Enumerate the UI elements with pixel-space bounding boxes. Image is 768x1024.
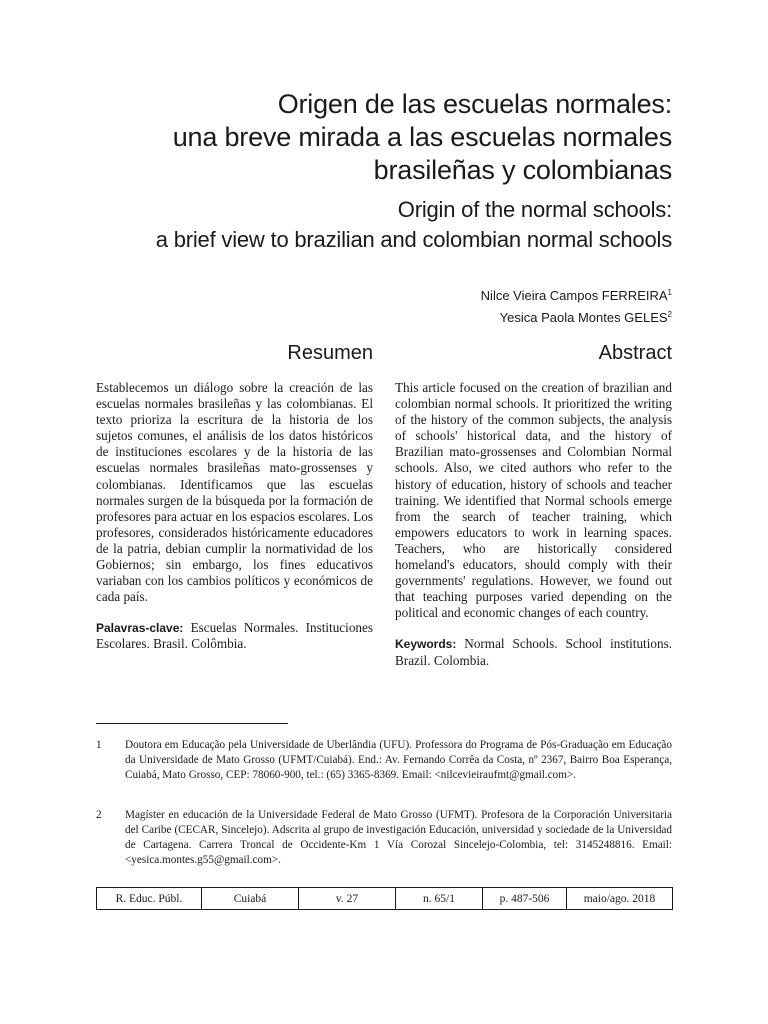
- abstract-keywords: [395, 636, 672, 668]
- resumen-keywords: [96, 620, 373, 652]
- citation-city: Cuiabá: [202, 888, 299, 910]
- title-block: [96, 88, 672, 255]
- abstract-heading: Abstract: [598, 342, 672, 364]
- citation-pages: p. 487-506: [483, 888, 567, 910]
- abstract-body: This article focused on the creation of brazilian and colombian normal schools. It prioritized the writing of the history of the common subjects, the analysis of schools' historical data, and the history of Brazilian mato-grossenses and Colombian Normal schools. Also, we cited authors who refer to the history of education, history of schools and teacher training. We identified that Normal schools emerge from the search of teacher training, which empowers educators to work in learning spaces. Teachers, who are historically considered homeland's educators, should comply with their governments' regulations. However, we found out that teaching purposes varied depending on the political and economic changes of each country.: [395, 380, 672, 621]
- abstract-column: [395, 340, 672, 669]
- title-line: Origin of the normal schools:: [397, 197, 672, 222]
- title-line: una breve mirada a las escuelas normales: [172, 122, 672, 152]
- author-list: [481, 283, 672, 327]
- footnote-text: Doutora em Educação pela Universidade de Uberlândia (UFU). Professora do Programa de Pós-Graduação em Educação da Universidade de Mato Grosso (UFMT/Cuiabá). End.: Av. Fernando Corrêa da Costa, nº 2367, Bairro Boa Esperança, Cuiabá, Mato Grosso, CEP: 78060-900, tel.: (65) 3365-8369. Email: <nilcevieiraufmt@gmail.com>.: [125, 739, 672, 781]
- footnote-number: 2: [96, 809, 102, 821]
- author-name: Nilce Vieira Campos FERREIRA: [480, 288, 668, 303]
- author: [481, 283, 672, 305]
- citation-number: n. 65/1: [396, 888, 483, 910]
- citation-journal: R. Educ. Públ.: [97, 888, 202, 910]
- footnote-text: Magíster en educación de la Universidade Federal de Mato Grosso (UFMT). Profesora de la Corporación Universitaria del Caribe (CECAR, Sincelejo). Adscrita al grupo de investigación Educación, universidad y sociedade de la Universidad de Cartagena. Carrera Troncal de Occidente-Km 1 Vía Corozal Sincelejo-Colombia, tel: 3145248816. Email: <yesica.montes.g55@gmail.com>.: [125, 809, 672, 866]
- footnote: [96, 738, 672, 783]
- resumen-heading: Resumen: [287, 342, 373, 364]
- footnote-divider: [96, 723, 288, 724]
- author-footnote-ref: 2: [667, 310, 672, 319]
- resumen-body: Establecemos un diálogo sobre la creación de las escuelas normales brasileñas y las colombianas. El texto prioriza la escritura de la historia de los sujetos comunes, el análisis de los datos históricos de instituciones escolares y de la historia de las escuelas normales brasileñas mato-grossenses y colombianas. Identificamos que las escuelas normales surgen de la búsqueda por la formación de profesores para actuar en los espacios escolares. Los profesores, considerados históricamente educadores de la patria, debian cumplir la normatividad de los Gobiernos; sin embargo, los fines educativos variaban con los cambios políticos y económicos de cada país.: [96, 380, 373, 605]
- author-footnote-ref: 1: [667, 288, 672, 297]
- title-english: [96, 195, 672, 255]
- keywords-label: Palavras-clave:: [96, 621, 184, 636]
- keywords-text: Escuelas Normales. Instituciones Escolares. Brasil. Colômbia.: [96, 620, 373, 652]
- citation-volume: v. 27: [299, 888, 396, 910]
- title-line: brasileñas y colombianas: [373, 155, 672, 185]
- footnote: [96, 808, 672, 868]
- citation-row: [97, 888, 673, 910]
- footnote-number: 1: [96, 739, 102, 751]
- citation-date: maio/ago. 2018: [567, 888, 673, 910]
- keywords-text: Normal Schools. School institutions. Brazil. Colombia.: [395, 636, 672, 668]
- resumen-column: [96, 340, 373, 653]
- title-spanish: [96, 88, 672, 187]
- keywords-label: Keywords:: [395, 637, 457, 652]
- citation-table: [96, 887, 673, 910]
- author-name: Yesica Paola Montes GELES: [499, 310, 668, 325]
- title-line: Origen de las escuelas normales:: [277, 89, 672, 119]
- title-line: a brief view to brazilian and colombian normal schools: [155, 227, 672, 252]
- author: [481, 305, 672, 327]
